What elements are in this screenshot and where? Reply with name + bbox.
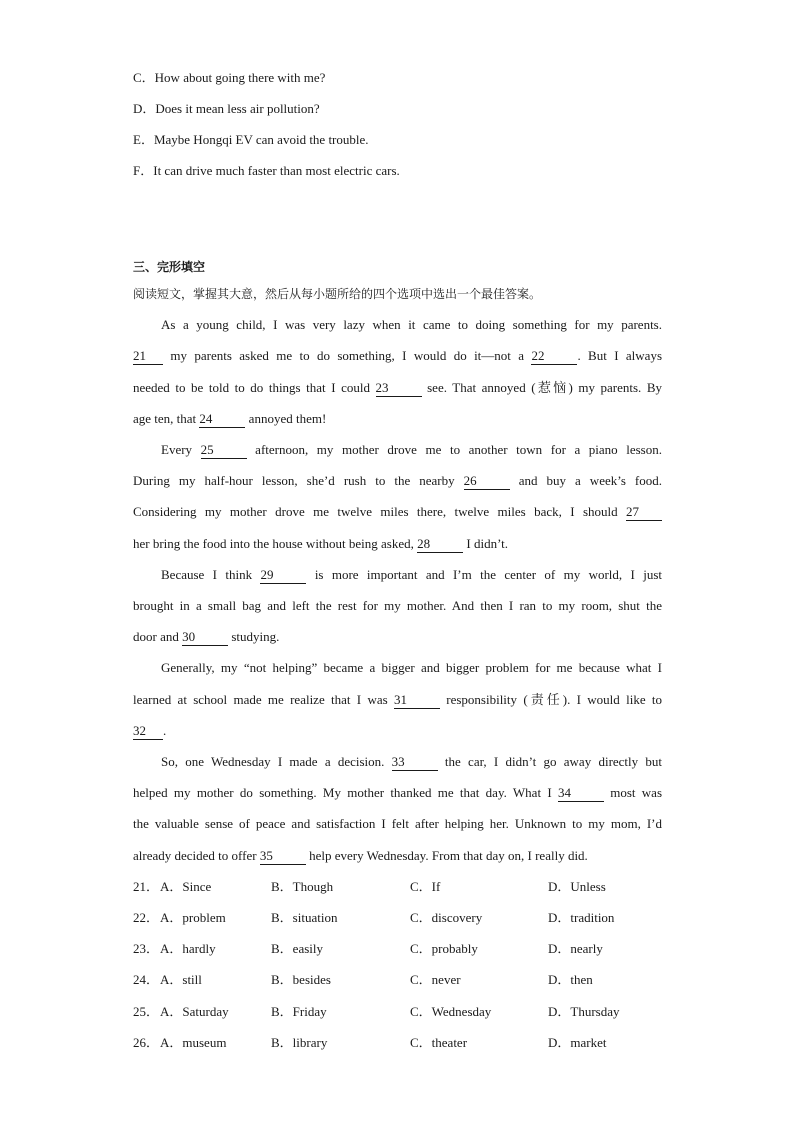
passage-text: help every Wednesday. From that day on, I really did.	[309, 848, 588, 863]
passage-text: my parents asked me to do something, I would do it—not a	[170, 348, 525, 363]
passage-text: her bring the food into the house without being asked,	[133, 536, 414, 551]
passage-text: needed to be told to do things that I could	[133, 380, 370, 395]
passage-text: studying.	[231, 629, 280, 644]
passage-text: I didn’t.	[466, 536, 509, 551]
passage-line	[133, 846, 662, 866]
choice-b[interactable]: B．besides	[271, 972, 331, 987]
passage-text: most was	[610, 785, 663, 800]
question-number: 26．	[133, 1035, 160, 1050]
choice-a[interactable]: A．museum	[160, 1035, 227, 1050]
blank-22: 22	[531, 348, 577, 365]
choice-b[interactable]: B．easily	[271, 941, 323, 956]
choice-c[interactable]: C．probably	[410, 941, 478, 956]
option-c	[133, 67, 325, 86]
passage-text: So, one Wednesday I made a decision.	[161, 754, 385, 769]
blank-21: 21	[133, 348, 163, 365]
choice-d[interactable]: D．market	[548, 1035, 607, 1050]
blank-35: 35	[260, 848, 306, 865]
question-number: 23．	[133, 941, 160, 956]
passage-line	[133, 346, 662, 366]
option-letter: E．	[133, 132, 154, 147]
option-e	[133, 129, 369, 148]
passage-line: As a young child, I was very lazy when it came to doing something for my parents.	[161, 317, 662, 332]
blank-26: 26	[464, 473, 510, 490]
blank-30: 30	[182, 629, 228, 646]
passage-text: door and	[133, 629, 179, 644]
passage-text: responsibility (责任). I would like to	[446, 692, 662, 707]
choice-d[interactable]: D．Thursday	[548, 1004, 620, 1019]
choice-c[interactable]: C．If	[410, 879, 441, 894]
passage-text: see. That annoyed (惹恼) my parents. By	[427, 380, 663, 395]
option-f	[133, 160, 400, 179]
passage-text: annoyed them!	[248, 411, 327, 426]
passage-text: and buy a week’s food.	[518, 473, 663, 488]
option-text: Does it mean less air pollution?	[155, 101, 320, 116]
passage-line	[161, 440, 662, 460]
passage-line	[133, 534, 662, 554]
blank-23: 23	[376, 380, 422, 397]
passage-text: age ten, that	[133, 411, 197, 426]
choice-c[interactable]: C．theater	[410, 1035, 468, 1050]
section-instruction: 阅读短文，掌握其大意，然后从每小题所给的四个选项中选出一个最佳答案。	[133, 287, 542, 301]
passage-text: Considering my mother drove me twelve miles there, twelve miles back, I should	[133, 504, 618, 519]
section-title: 三、完形填空	[133, 260, 206, 274]
choice-d[interactable]: D．nearly	[548, 941, 603, 956]
passage-line	[161, 752, 662, 772]
choice-d[interactable]: D．Unless	[548, 879, 606, 894]
passage-line	[133, 471, 662, 491]
blank-34: 34	[558, 785, 604, 802]
question-number: 25．	[133, 1004, 160, 1019]
passage-text: .	[163, 723, 167, 738]
choice-b[interactable]: B．Friday	[271, 1004, 327, 1019]
blank-31: 31	[394, 692, 440, 709]
blank-32: 32	[133, 723, 163, 740]
passage-line	[133, 690, 662, 710]
option-text: Maybe Hongqi EV can avoid the trouble.	[153, 132, 369, 147]
passage-text: During my half-hour lesson, she’d rush to the nearby	[133, 473, 455, 488]
option-d	[133, 98, 320, 117]
choice-a[interactable]: A．Saturday	[160, 1004, 229, 1019]
option-text: It can drive much faster than most electric cars.	[153, 163, 400, 178]
question-number: 22．	[133, 910, 160, 925]
passage-line: Generally, my “not helping” became a bigger and bigger problem for me because what I	[161, 660, 662, 675]
choice-c[interactable]: C．Wednesday	[410, 1004, 492, 1019]
passage-line: the valuable sense of peace and satisfaction I felt after helping her. Unknown to my mom, I’d	[133, 816, 662, 831]
passage-line	[161, 565, 662, 585]
passage-line	[133, 721, 662, 741]
option-letter: F．	[133, 163, 154, 178]
choice-a[interactable]: A．still	[160, 972, 202, 987]
blank-29: 29	[260, 567, 306, 584]
passage-text: is more important and I’m the center of my world, I just	[314, 567, 662, 582]
passage-text: the car, I didn’t go away directly but	[444, 754, 663, 769]
option-text: How about going there with me?	[154, 70, 326, 85]
passage-text: already decided to offer	[133, 848, 257, 863]
passage-line	[133, 502, 662, 522]
passage-text: . But I always	[577, 348, 663, 363]
passage-text: helped my mother do something. My mother thanked me that day. What I	[133, 785, 552, 800]
blank-24: 24	[199, 411, 245, 428]
choice-b[interactable]: B．situation	[271, 910, 338, 925]
choice-c[interactable]: C．never	[410, 972, 461, 987]
option-letter: D．	[133, 101, 156, 116]
question-number: 21．	[133, 879, 160, 894]
blank-33: 33	[392, 754, 438, 771]
choice-c[interactable]: C．discovery	[410, 910, 483, 925]
passage-line	[133, 409, 662, 429]
choice-b[interactable]: B．Though	[271, 879, 334, 894]
passage-text: learned at school made me realize that I was	[133, 692, 388, 707]
choice-b[interactable]: B．library	[271, 1035, 328, 1050]
passage-text: afternoon, my mother drove me to another town for a piano lesson.	[255, 442, 662, 457]
blank-28: 28	[417, 536, 463, 553]
question-number: 24．	[133, 972, 160, 987]
choice-a[interactable]: A．hardly	[160, 941, 216, 956]
choice-a[interactable]: A．problem	[160, 910, 226, 925]
passage-text: Every	[161, 442, 193, 457]
choice-d[interactable]: D．then	[548, 972, 593, 987]
passage-line: brought in a small bag and left the rest for my mother. And then I ran to my room, shut the	[133, 598, 662, 613]
passage-line	[133, 783, 662, 803]
choice-a[interactable]: A．Since	[160, 879, 212, 894]
passage-line	[133, 627, 662, 647]
blank-27: 27	[626, 504, 662, 521]
passage-text: Because I think	[161, 567, 253, 582]
choice-d[interactable]: D．tradition	[548, 910, 615, 925]
passage-line	[133, 378, 662, 398]
blank-25: 25	[201, 442, 247, 459]
option-letter: C．	[133, 70, 155, 85]
